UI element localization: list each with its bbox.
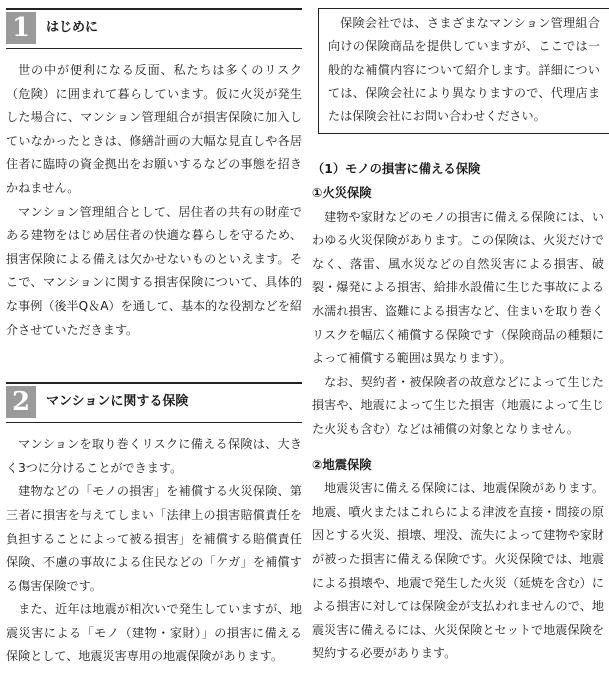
subsection-title: （1）モノの損害に備える保険 xyxy=(312,162,481,177)
section-title: マンションに関する保険 xyxy=(46,394,189,410)
paragraph: 建物などの「モノの損害」を補償する火災保険、第三者に損害を与えてしまい「法律上の損害賠償責任を負担することによって被る損害」を補償する賠償責任保険、不慮の事故による住民などの「ケガ」を補償する傷害保険です。 xyxy=(6,484,302,593)
section-1-header xyxy=(6,8,302,49)
paragraph: 建物や家財などのモノの損害に備える保険には、いわゆる火災保険があります。この保険は、火災だけでなく、落雷、風水災などの自然災害による損害、破裂・爆発による損害、給排水設備に生じた事故による水濡れ損害、盗難による損害など、住まいを取り巻くリスクを幅広く補償する保険です（保険商品の種類によって補償する範囲は異なります）。 xyxy=(312,209,604,366)
paragraph: マンションを取り巻くリスクに備える保険は、大きく3つに分けることができます。 xyxy=(6,437,302,475)
right-column xyxy=(312,0,604,666)
notice-text: 保険会社では、さまざまなマンション管理組合向けの保険商品を提供していますが、ここでは一般的な補償内容について紹介します。詳細については、保険会社により異なりますので、代理店または保険会社にお問い合わせください。 xyxy=(328,16,600,124)
section-title: はじめに xyxy=(46,20,99,35)
paragraph: なお、契約者・被保険者の故意などによって生じた損害や、地震によって生じた損害（地震によって生じた火災も含む）などは補償の対象となりません。 xyxy=(312,374,604,437)
paragraph: 世の中が便利になる反面、私たちは多くのリスク（危険）に囲まれて暮らしています。仮に火災が発生した場合に、マンション管理組合が損害保険に加入していなかったときは、修繕計画の大幅な見直しや各居住者に臨時の資金拠出をお願いするなどの事態を招きかねません。 xyxy=(6,63,302,195)
paragraph: マンション管理組合として、居住者の共有の財産である建物をはじめ居住者の快適な暮らしを守るため、損害保険による備えは欠かせないものといえます。そこで、マンションに関する損害保険について、具体的な事例（後半Q＆A）を通して、基本的な役割などを紹介させていただきます。 xyxy=(6,204,302,337)
section-number-badge: 1 xyxy=(6,12,36,44)
paragraph: 地震災害に備える保険には、地震保険があります。地震、噴火またはこれらによる津波を直接・間接の原因とする火災、損壊、埋没、流失によって建物や家財が被った損害に備える保険です。火災保険では、地震による損壊や、地震で発生した火災（延焼を含む）による損害に対しては保険金が支払われませんので、地震災害に備えるには、火災保険とセットで地震保険を契約する必要があります。 xyxy=(312,481,604,661)
notice-box xyxy=(318,8,609,134)
section-number-badge: 2 xyxy=(6,386,36,418)
paragraph: また、近年は地震が相次いで発生していますが、地震災害による「モノ（建物・家財）」の損害に備える保険として、地震災害専用の地震保険があります。 xyxy=(6,602,302,664)
fire-insurance-title: ①火災保険 xyxy=(312,186,372,201)
left-column xyxy=(6,0,302,669)
section-2-header xyxy=(6,382,302,423)
earthquake-insurance-title: ②地震保険 xyxy=(312,457,372,472)
